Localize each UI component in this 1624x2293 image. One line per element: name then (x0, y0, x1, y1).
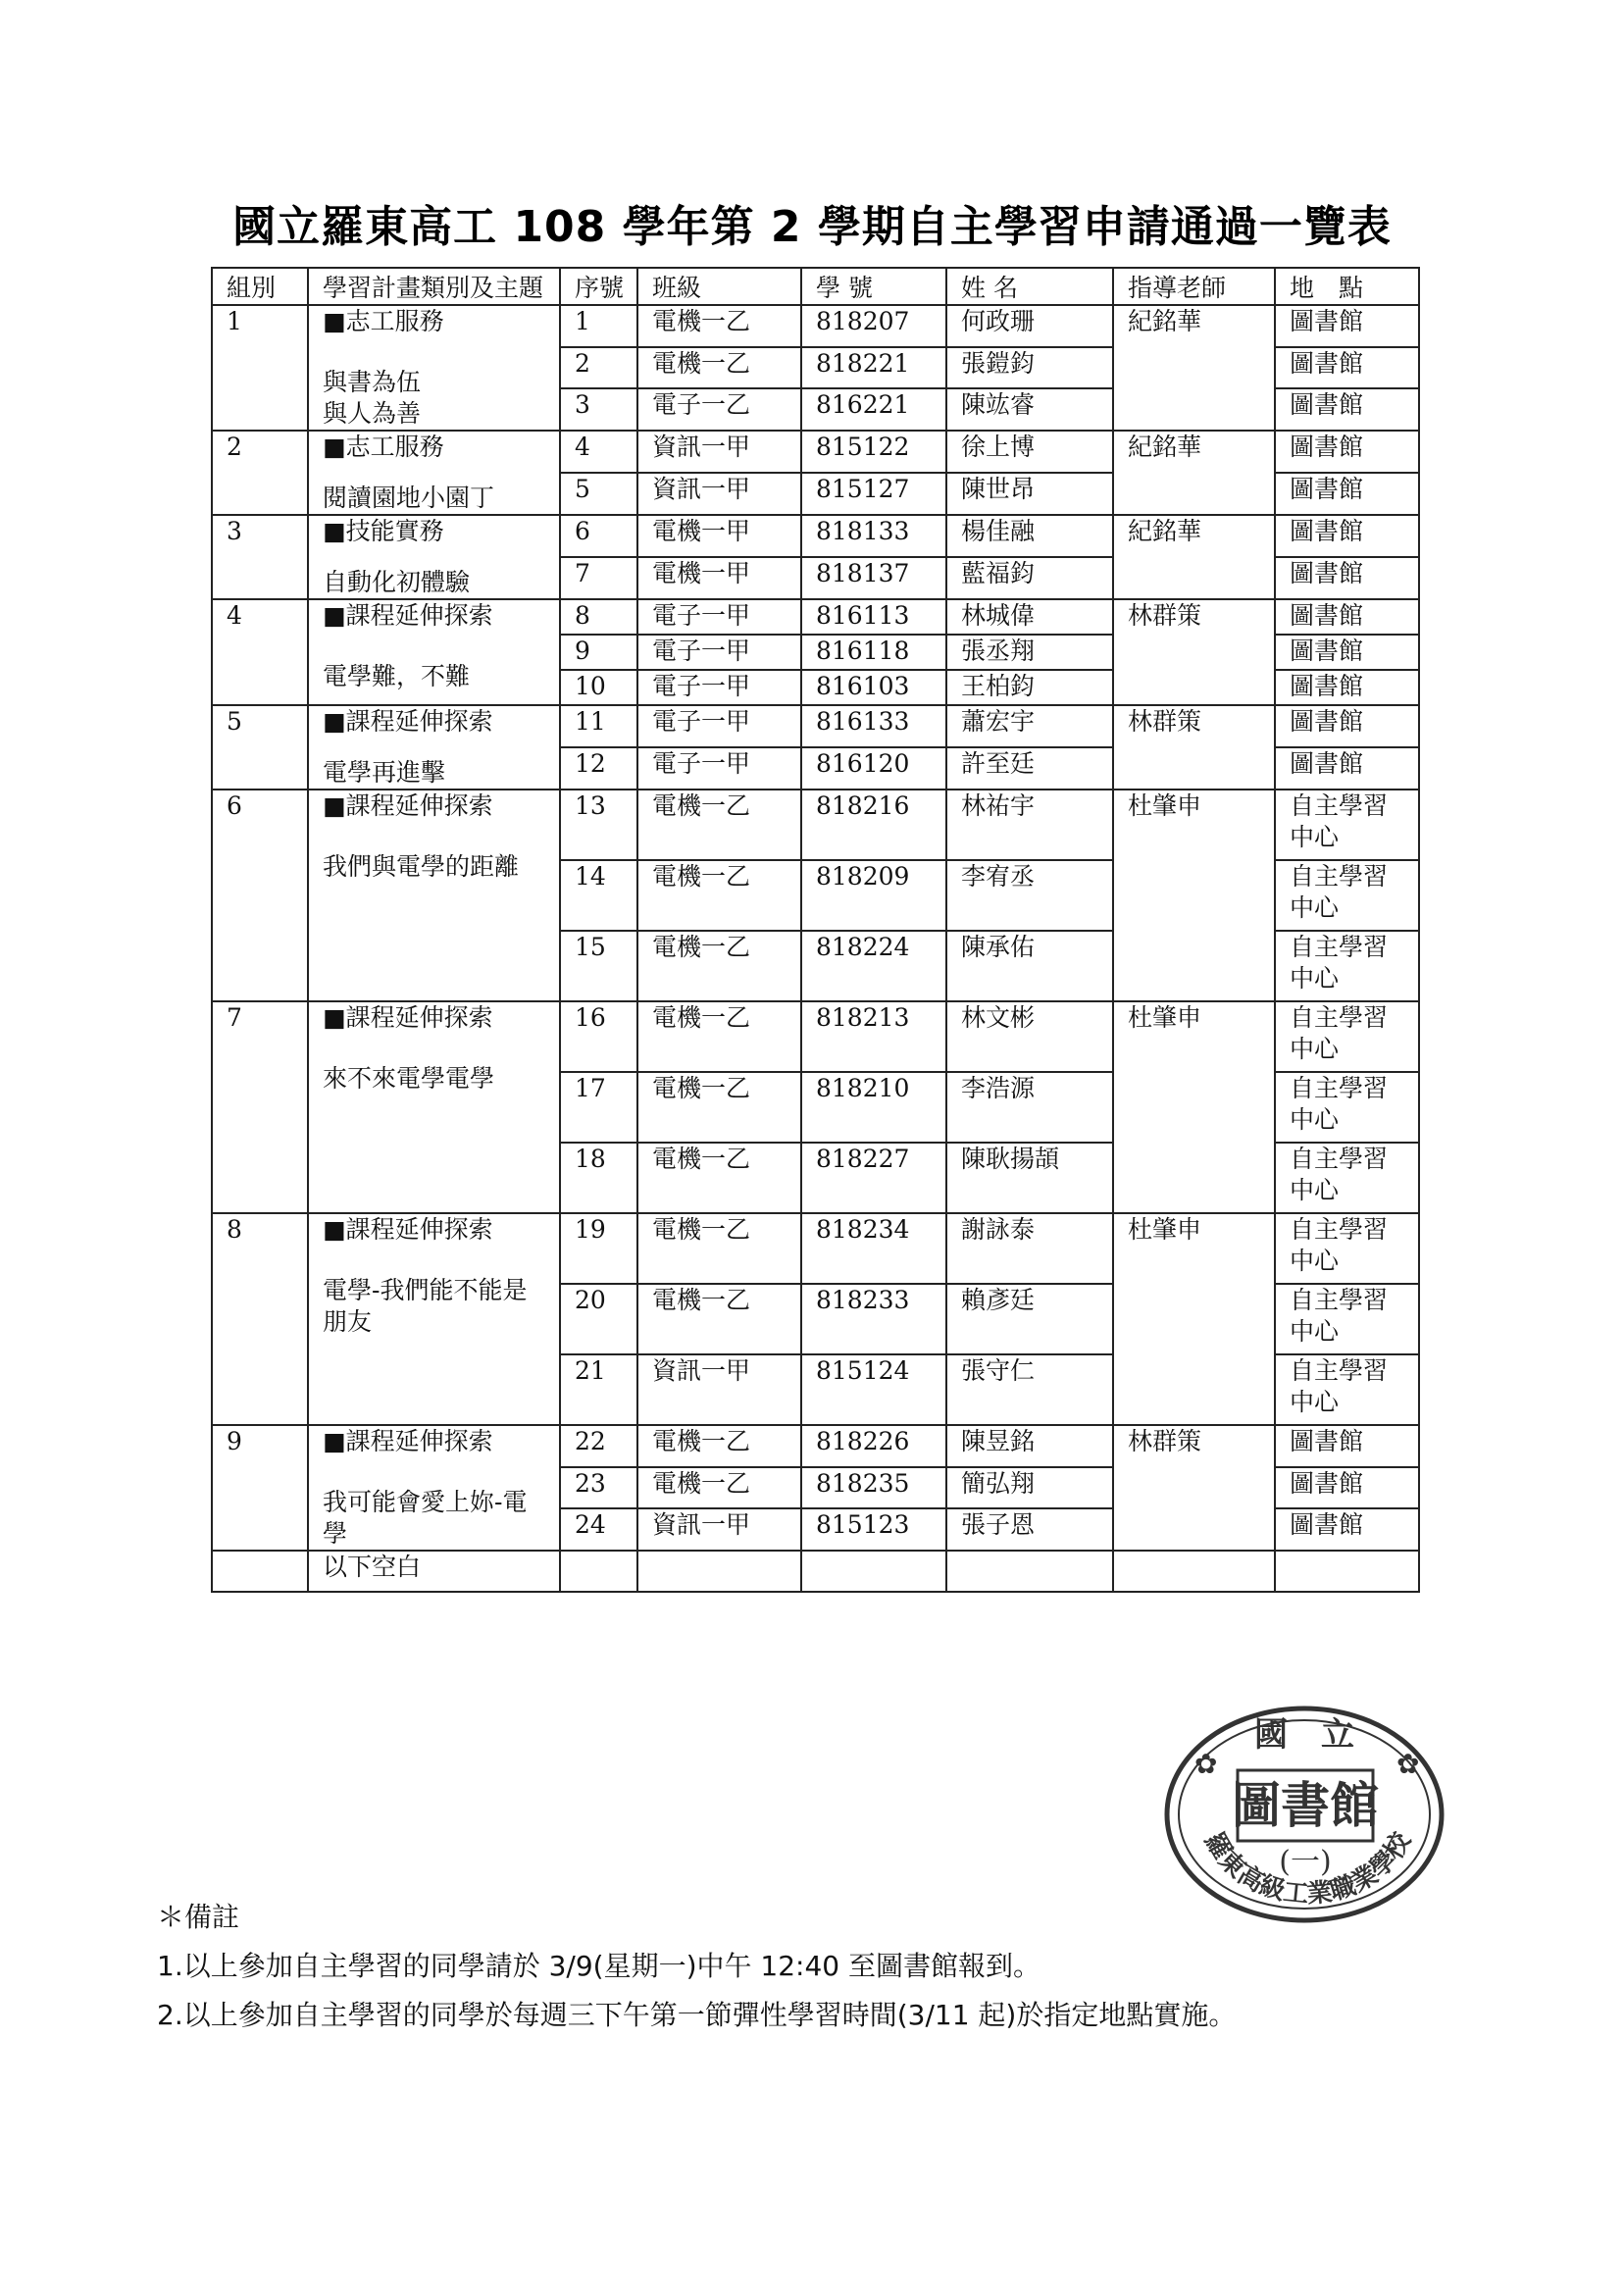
student-class: 電子一甲 (637, 705, 801, 747)
student-name: 陳耿揚頡 (946, 1143, 1113, 1213)
student-name: 李浩源 (946, 1072, 1113, 1143)
group-number: 6 (212, 790, 308, 1001)
student-seq: 2 (560, 347, 637, 389)
student-class: 電機一乙 (637, 1072, 801, 1143)
student-class: 電機一乙 (637, 1284, 801, 1354)
student-class: 電機一乙 (637, 931, 801, 1001)
student-class: 資訊一甲 (637, 1508, 801, 1551)
student-name: 張子恩 (946, 1508, 1113, 1551)
student-id: 818234 (801, 1213, 946, 1284)
group-plan (308, 515, 560, 599)
seal-center-text: 圖書館 (1232, 1776, 1379, 1834)
student-class: 電機一甲 (637, 515, 801, 557)
seal-flower-icon-right: ✿ (1396, 1748, 1420, 1780)
student-id: 818227 (801, 1143, 946, 1213)
empty-cell (212, 1551, 308, 1592)
student-location: 自主學習中心 (1275, 1354, 1419, 1425)
roster-body (212, 305, 1419, 1592)
student-class: 電機一乙 (637, 305, 801, 347)
student-id: 818210 (801, 1072, 946, 1143)
student-name: 蕭宏宇 (946, 705, 1113, 747)
student-name: 陳昱銘 (946, 1425, 1113, 1467)
group-number: 3 (212, 515, 308, 599)
student-id: 816221 (801, 388, 946, 431)
notes-block (157, 1893, 1236, 2040)
student-location: 圖書館 (1275, 388, 1419, 431)
student-id: 815124 (801, 1354, 946, 1425)
plan-topic: 我可能會愛上妳-電學 (323, 1488, 528, 1548)
group-teacher: 紀銘華 (1113, 305, 1275, 431)
student-location: 圖書館 (1275, 747, 1419, 790)
library-seal-stamp (1157, 1697, 1451, 1932)
student-name: 陳承佑 (946, 931, 1113, 1001)
student-class: 電機一乙 (637, 1213, 801, 1284)
empty-cell (1275, 1551, 1419, 1592)
plan-topic: 我們與電學的距離 (323, 852, 520, 881)
student-seq: 12 (560, 747, 637, 790)
notes-heading: ＊備註 (157, 1901, 240, 1933)
header-class: 班級 (637, 268, 801, 305)
student-class: 電子一甲 (637, 747, 801, 790)
student-name: 許至廷 (946, 747, 1113, 790)
group-teacher: 林群策 (1113, 599, 1275, 705)
group-number: 8 (212, 1213, 308, 1425)
plan-topic: 電學難，不難 (323, 662, 471, 690)
table-row (212, 1213, 1419, 1284)
group-plan (308, 1001, 560, 1213)
student-location: 圖書館 (1275, 431, 1419, 473)
note-item-2: 2.以上參加自主學習的同學於每週三下午第一節彈性學習時間(3/11 起)於指定地點實施。 (157, 1999, 1237, 2031)
plan-category: ■課程延伸探索 (323, 791, 493, 820)
student-id: 818209 (801, 860, 946, 931)
group-teacher: 杜肇申 (1113, 790, 1275, 1001)
student-location: 自主學習中心 (1275, 790, 1419, 860)
student-name: 賴彥廷 (946, 1284, 1113, 1354)
student-id: 818226 (801, 1425, 946, 1467)
student-seq: 24 (560, 1508, 637, 1551)
student-seq: 15 (560, 931, 637, 1001)
student-id: 816118 (801, 635, 946, 670)
student-seq: 9 (560, 635, 637, 670)
student-id: 818137 (801, 557, 946, 599)
seal-top-text: 國 立 (1254, 1715, 1354, 1755)
student-seq: 23 (560, 1467, 637, 1509)
student-id: 815123 (801, 1508, 946, 1551)
student-seq: 16 (560, 1001, 637, 1072)
student-class: 電子一乙 (637, 388, 801, 431)
student-name: 簡弘翔 (946, 1467, 1113, 1509)
student-id: 816133 (801, 705, 946, 747)
student-location: 圖書館 (1275, 635, 1419, 670)
student-seq: 19 (560, 1213, 637, 1284)
student-class: 電子一甲 (637, 670, 801, 705)
student-seq: 20 (560, 1284, 637, 1354)
student-id: 818133 (801, 515, 946, 557)
document-title: 國立羅東高工 108 學年第 2 學期自主學習申請通過一覽表 (232, 202, 1392, 252)
group-plan (308, 705, 560, 790)
group-plan (308, 599, 560, 705)
plan-category: ■課程延伸探索 (323, 707, 493, 736)
empty-cell (946, 1551, 1113, 1592)
header-group: 組別 (212, 268, 308, 305)
plan-category: ■課程延伸探索 (323, 1427, 493, 1455)
student-location: 圖書館 (1275, 1508, 1419, 1551)
group-number: 4 (212, 599, 308, 705)
student-location: 圖書館 (1275, 515, 1419, 557)
table-row (212, 431, 1419, 473)
table-row (212, 1001, 1419, 1072)
group-plan (308, 1213, 560, 1425)
plan-category: ■志工服務 (323, 307, 444, 335)
student-seq: 14 (560, 860, 637, 931)
student-class: 資訊一甲 (637, 431, 801, 473)
table-end-note: 以下空白 (308, 1551, 560, 1592)
student-name: 何政珊 (946, 305, 1113, 347)
group-number: 2 (212, 431, 308, 515)
header-student-id: 學 號 (801, 268, 946, 305)
student-location: 圖書館 (1275, 473, 1419, 515)
table-row (212, 705, 1419, 747)
seal-sub-text: (一) (1279, 1845, 1332, 1879)
table-row (212, 599, 1419, 635)
student-location: 自主學習中心 (1275, 1213, 1419, 1284)
student-seq: 6 (560, 515, 637, 557)
group-teacher: 杜肇申 (1113, 1001, 1275, 1213)
student-name: 李宥丞 (946, 860, 1113, 931)
student-location: 圖書館 (1275, 347, 1419, 389)
student-location: 圖書館 (1275, 1425, 1419, 1467)
empty-cell (560, 1551, 637, 1592)
student-seq: 4 (560, 431, 637, 473)
student-seq: 11 (560, 705, 637, 747)
header-plan: 學習計畫類別及主題 (308, 268, 560, 305)
table-row (212, 790, 1419, 860)
student-id: 818224 (801, 931, 946, 1001)
student-seq: 5 (560, 473, 637, 515)
student-seq: 13 (560, 790, 637, 860)
student-name: 楊佳融 (946, 515, 1113, 557)
student-name: 王柏鈞 (946, 670, 1113, 705)
plan-category: ■技能實務 (323, 517, 444, 545)
student-seq: 8 (560, 599, 637, 635)
plan-category: ■課程延伸探索 (323, 1003, 493, 1032)
student-name: 陳竑睿 (946, 388, 1113, 431)
group-number: 1 (212, 305, 308, 431)
empty-cell (637, 1551, 801, 1592)
plan-topic: 來不來電學電學 (323, 1064, 495, 1093)
student-location: 圖書館 (1275, 1467, 1419, 1509)
plan-category: ■課程延伸探索 (323, 1215, 493, 1244)
student-id: 818216 (801, 790, 946, 860)
student-seq: 3 (560, 388, 637, 431)
student-seq: 1 (560, 305, 637, 347)
student-location: 自主學習中心 (1275, 1001, 1419, 1072)
student-name: 徐上博 (946, 431, 1113, 473)
student-class: 電機一乙 (637, 1467, 801, 1509)
plan-topic: 電學再進擊 (323, 758, 446, 787)
roster-table (211, 267, 1420, 1593)
student-name: 林城偉 (946, 599, 1113, 635)
table-row (212, 305, 1419, 347)
student-id: 818221 (801, 347, 946, 389)
student-id: 815122 (801, 431, 946, 473)
student-class: 電機一乙 (637, 1001, 801, 1072)
plan-category: ■志工服務 (323, 433, 444, 461)
empty-cell (801, 1551, 946, 1592)
student-id: 818207 (801, 305, 946, 347)
student-location: 圖書館 (1275, 670, 1419, 705)
student-class: 電機一甲 (637, 557, 801, 599)
student-id: 818233 (801, 1284, 946, 1354)
header-name: 姓 名 (946, 268, 1113, 305)
student-id: 815127 (801, 473, 946, 515)
student-name: 林文彬 (946, 1001, 1113, 1072)
student-name: 藍福鈞 (946, 557, 1113, 599)
student-name: 張丞翔 (946, 635, 1113, 670)
seal-flower-icon-left: ✿ (1194, 1748, 1218, 1780)
plan-topic: 自動化初體驗 (323, 568, 471, 596)
group-teacher: 林群策 (1113, 705, 1275, 790)
header-seq: 序號 (560, 268, 637, 305)
table-row (212, 1425, 1419, 1467)
student-name: 張鎧鈞 (946, 347, 1113, 389)
header-location: 地 點 (1275, 268, 1419, 305)
plan-topic: 電學-我們能不能是朋友 (323, 1276, 528, 1336)
group-plan (308, 305, 560, 431)
student-location: 自主學習中心 (1275, 860, 1419, 931)
group-teacher: 杜肇申 (1113, 1213, 1275, 1425)
student-location: 圖書館 (1275, 599, 1419, 635)
student-location: 圖書館 (1275, 705, 1419, 747)
student-seq: 7 (560, 557, 637, 599)
group-number: 9 (212, 1425, 308, 1551)
group-teacher: 紀銘華 (1113, 515, 1275, 599)
group-plan (308, 790, 560, 1001)
group-teacher: 紀銘華 (1113, 431, 1275, 515)
student-location: 圖書館 (1275, 557, 1419, 599)
group-plan (308, 1425, 560, 1551)
student-name: 林祐宇 (946, 790, 1113, 860)
student-seq: 22 (560, 1425, 637, 1467)
plan-category: ■課程延伸探索 (323, 601, 493, 630)
student-seq: 18 (560, 1143, 637, 1213)
plan-topic: 閱讀園地小園丁 (323, 484, 495, 512)
student-class: 電子一甲 (637, 599, 801, 635)
header-teacher: 指導老師 (1113, 268, 1275, 305)
table-header-row (212, 268, 1419, 305)
student-class: 電機一乙 (637, 790, 801, 860)
student-class: 資訊一甲 (637, 1354, 801, 1425)
student-id: 816113 (801, 599, 946, 635)
student-location: 自主學習中心 (1275, 931, 1419, 1001)
seal-arc-text: 羅東高級工業職業學校 (1198, 1827, 1417, 1910)
student-class: 電機一乙 (637, 1143, 801, 1213)
student-class: 資訊一甲 (637, 473, 801, 515)
note-item-1: 1.以上參加自主學習的同學請於 3/9(星期一)中午 12:40 至圖書館報到。 (157, 1950, 1041, 1982)
plan-topic: 與書為伍 與人為善 (323, 368, 422, 428)
student-class: 電機一乙 (637, 860, 801, 931)
student-id: 816120 (801, 747, 946, 790)
group-plan (308, 431, 560, 515)
student-location: 圖書館 (1275, 305, 1419, 347)
table-end-row (212, 1551, 1419, 1592)
empty-cell (1113, 1551, 1275, 1592)
student-id: 818213 (801, 1001, 946, 1072)
student-id: 818235 (801, 1467, 946, 1509)
student-location: 自主學習中心 (1275, 1284, 1419, 1354)
student-location: 自主學習中心 (1275, 1143, 1419, 1213)
student-class: 電機一乙 (637, 1425, 801, 1467)
student-id: 816103 (801, 670, 946, 705)
group-number: 7 (212, 1001, 308, 1213)
student-name: 陳世昂 (946, 473, 1113, 515)
student-class: 電子一甲 (637, 635, 801, 670)
student-class: 電機一乙 (637, 347, 801, 389)
student-name: 張守仁 (946, 1354, 1113, 1425)
student-seq: 17 (560, 1072, 637, 1143)
student-name: 謝詠泰 (946, 1213, 1113, 1284)
table-row (212, 515, 1419, 557)
student-seq: 10 (560, 670, 637, 705)
group-number: 5 (212, 705, 308, 790)
student-location: 自主學習中心 (1275, 1072, 1419, 1143)
group-teacher: 林群策 (1113, 1425, 1275, 1551)
student-seq: 21 (560, 1354, 637, 1425)
